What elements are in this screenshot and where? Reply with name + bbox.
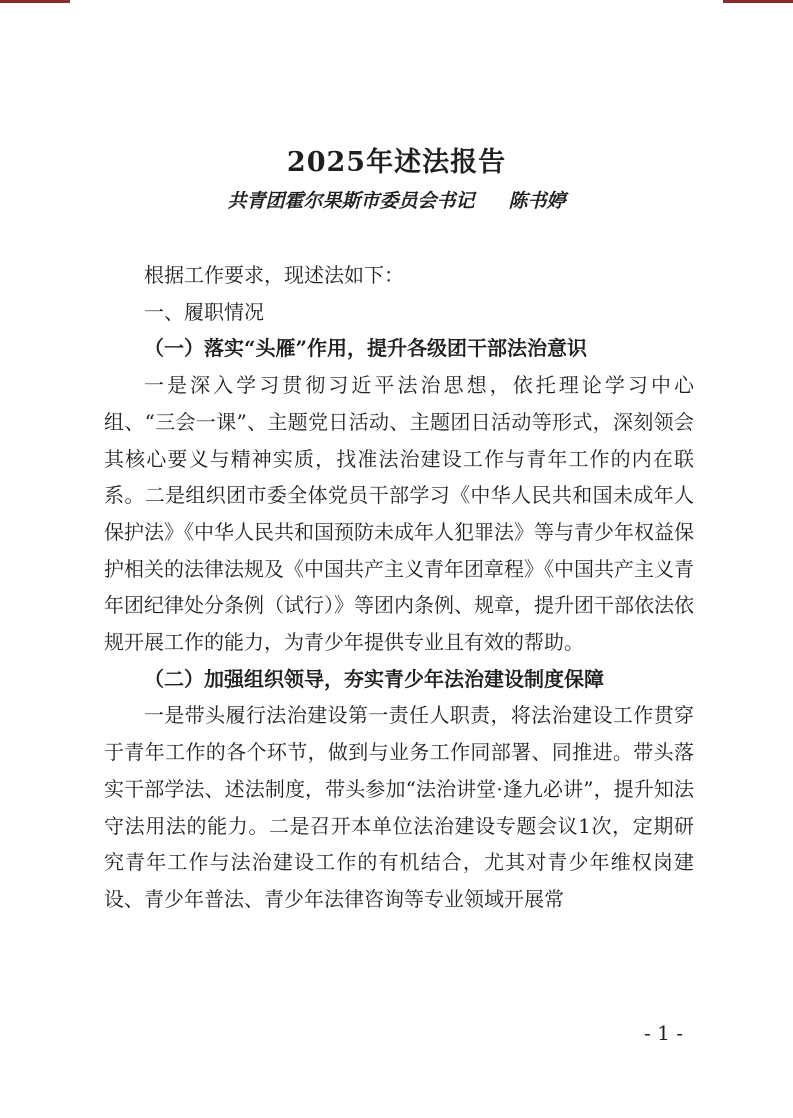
section-heading: 一、履职情况 <box>144 299 264 324</box>
subsection-heading-2: （二）加强组织领导，夯实青少年法治建设制度保障 <box>144 666 604 691</box>
intro-paragraph: 根据工作要求，现述法如下： <box>144 263 404 287</box>
author-unit: 共青团霍尔果斯市委员会书记 <box>227 190 475 212</box>
subsection-heading-1: （一）落实“头雁”作用，提升各级团干部法治意识 <box>144 336 588 361</box>
body-paragraph-1: 一是深入学习贯彻习近平法治思想，依托理论学习中心组、“三会一课”、主题党日活动、主题团日活动等形式，深刻领会其核心要义与精神实质，找准法治建设工作与青年工作的内在联系。二是组织团市委全体党员干部学习《中华人民共和国未成年人保护法》《中华人民共和国预防未成年人犯罪法》等与青少年权益保护相关的法律法规及《中国共产主义青年团章程》《中国共产主义青年团纪律处分条例（试行）》等团内条例、规章，提升团干部依法依规开展工作的能力，为青少年提供专业且有效的帮助。 <box>104 373 694 655</box>
page-number: - 1 - <box>644 1021 683 1045</box>
author-name: 陈书婷 <box>508 190 566 212</box>
scan-edge-right <box>723 0 793 3</box>
author-line <box>0 186 793 213</box>
body-paragraph-2: 一是带头履行法治建设第一责任人职责，将法治建设工作贯穿于青年工作的各个环节，做到与业务工作同部署、同推进。带头落实干部学法、述法制度，带头参加“法治讲堂·逢九必讲”，提升知法守法用法的能力。二是召开本单位法治建设专题会议1次，定期研究青年工作与法治建设工作的有机结合，尤其对青少年维权岗建设、青少年普法、青少年法律咨询等专业领域开展常 <box>104 703 694 911</box>
scan-edge-left <box>0 0 70 3</box>
report-body <box>104 257 694 918</box>
document-title: 2025年述法报告 <box>286 147 507 178</box>
